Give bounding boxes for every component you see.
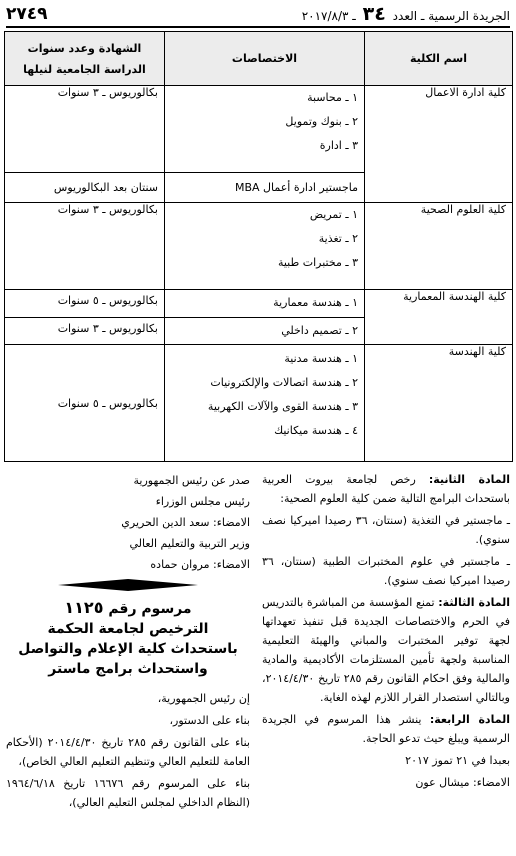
table-row — [5, 202, 513, 289]
spec-cell — [165, 86, 365, 173]
spec-item: ١ ـ هندسة مدنية — [284, 352, 358, 366]
signature-line: صدر عن رئيس الجمهورية — [133, 474, 250, 487]
spec-cell — [165, 202, 365, 289]
spec-item: ١ ـ تمريض — [309, 207, 358, 221]
gazette-heading — [302, 3, 510, 25]
page-number: ٢٧٤٩ — [6, 4, 48, 24]
decree-body-line: بناء على القانون رقم ٢٨٥ تاريخ ٢٠١٤/٤/٣٠ (الأحكام العامة للتعليم العالي وتنظيم التعليم العالي الخاص)، — [6, 736, 250, 768]
spec-item: ٢ ـ تغذية — [318, 231, 358, 245]
right-column — [262, 470, 510, 795]
spec-item: ٤ ـ هندسة ميكانيك — [274, 424, 358, 438]
decree-title-line: باستحداث كلية الإعلام والتواصل — [18, 641, 238, 657]
spec-cell — [165, 317, 365, 345]
page-header — [6, 2, 510, 28]
signature-line: الامضاء: مروان حماده — [150, 558, 250, 571]
header-specializations: الاختصاصات — [165, 32, 365, 86]
table-row — [5, 86, 513, 173]
decree-number-line — [6, 598, 250, 619]
article-4-label: المادة الرابعة: — [429, 713, 510, 726]
spec-item: ١ ـ محاسبة — [307, 91, 358, 105]
issue-number: ٣٤ — [362, 3, 386, 25]
spec-item: ٢ ـ بنوك وتمويل — [285, 115, 358, 129]
table-header-row — [5, 32, 513, 86]
degree-cell: بكالوريوس ـ ٥ سنوات — [5, 345, 165, 462]
article-4-text: ينشر هذا المرسوم في الجريدة الرسمية ويبلغ حيث تدعو الحاجة. — [262, 713, 510, 745]
degree-cell: بكالوريوس ـ ٣ سنوات — [5, 202, 165, 289]
spec-item: ٣ ـ هندسة القوى والآلات الكهربية — [207, 400, 358, 414]
decree-heading — [6, 598, 250, 679]
president-signature: الامضاء: ميشال عون — [415, 776, 510, 789]
issue-date: ـ ٢٠١٧/٨/٣ — [301, 9, 356, 23]
signature-line: رئيس مجلس الوزراء — [155, 495, 250, 508]
decree-body-line: بناء على الدستور، — [169, 714, 250, 727]
article-3-label: المادة الثالثة: — [438, 596, 510, 609]
program-item-2: ـ ماجستير في علوم المختبرات الطبية (سنتان، ٣٦ رصيدا اميركيا نصف سنوي). — [262, 555, 510, 587]
decree-number: ١١٢٥ — [64, 598, 104, 617]
degree-cell: سنتان بعد البكالوريوس — [5, 173, 165, 203]
article-4 — [262, 710, 510, 748]
gazette-title: الجريدة الرسمية ـ العدد — [392, 9, 510, 23]
signature-line: وزير التربية والتعليم العالي — [129, 537, 250, 550]
spec-cell — [165, 345, 365, 462]
spec-item: ماجستير ادارة أعمال MBA — [234, 180, 358, 194]
divider-ornament — [58, 579, 198, 591]
degree-cell: بكالوريوس ـ ٣ سنوات — [5, 317, 165, 345]
degree-cell: بكالوريوس ـ ٥ سنوات — [5, 289, 165, 317]
faculty-name: كلية العلوم الصحية — [365, 202, 513, 289]
left-column — [6, 470, 250, 815]
decree-body-line: إن رئيس الجمهورية، — [157, 692, 250, 705]
decree-title-line: واستحداث برامج ماستر — [48, 661, 208, 677]
header-faculty: اسم الكلية — [365, 32, 513, 86]
degree-cell: بكالوريوس ـ ٣ سنوات — [5, 86, 165, 173]
section-divider — [6, 578, 250, 592]
article-3-text: تمنع المؤسسة من المباشرة بالتدريس في الحرم والاختصاصات الجديدة قبل تنفيذ تعهداتها لجهة توفير المختبرات والمباني والهيئة التعليمية المناسبة ولجهة تأمين المستلزمات الأكاديمية والمادية والمالية وفق احكام القانون رقم ٢٨٥ تاريخ ٢٠١٤/٤/٣٠، وبالتالي استصدار القرار اللازم لهذه الغاية. — [262, 596, 510, 704]
decree-body-line: بناء على المرسوم رقم ١٦٦٧٦ تاريخ ١٩٦٤/٦/١٨ (النظام الداخلي لمجلس التعليم العالي)، — [6, 777, 251, 809]
spec-item: ٢ ـ تصميم داخلي — [281, 323, 358, 337]
article-3 — [262, 593, 510, 707]
header-degree: الشهادة وعدد سنوات الدراسة الجامعية لنيلها — [5, 32, 165, 86]
spec-item: ٣ ـ مختبرات طبية — [277, 255, 358, 269]
signature-line: الامضاء: سعد الدين الحريري — [121, 516, 250, 529]
decree-number-label: مرسوم رقم — [108, 601, 192, 617]
spec-cell — [165, 289, 365, 317]
program-item-1: ـ ماجستير في التغذية (سنتان، ٣٦ رصيدا اميركيا نصف سنوي). — [262, 514, 510, 546]
article-2-text: رخص لجامعة بيروت العربية باستحداث البرامج التالية ضمن كلية العلوم الصحية: — [262, 473, 510, 505]
decree-title-line: الترخيص لجامعة الحكمة — [47, 621, 209, 637]
spec-cell — [165, 173, 365, 203]
spec-item: ٣ ـ ادارة — [319, 139, 358, 153]
faculty-name: كلية الهندسة المعمارية — [365, 289, 513, 344]
spec-item: ١ ـ هندسة معمارية — [273, 295, 358, 309]
faculty-name: كلية ادارة الاعمال — [365, 86, 513, 203]
faculty-name: كلية الهندسة — [365, 345, 513, 462]
issued-place-date: بعبدا في ٢١ تموز ٢٠١٧ — [405, 754, 510, 767]
table-row — [5, 289, 513, 317]
article-2-label: المادة الثانية: — [428, 473, 510, 486]
article-2 — [262, 470, 510, 508]
programs-table — [4, 31, 513, 462]
spec-item: ٢ ـ هندسة اتصالات والإلكترونيات — [210, 376, 358, 390]
table-row — [5, 345, 513, 462]
